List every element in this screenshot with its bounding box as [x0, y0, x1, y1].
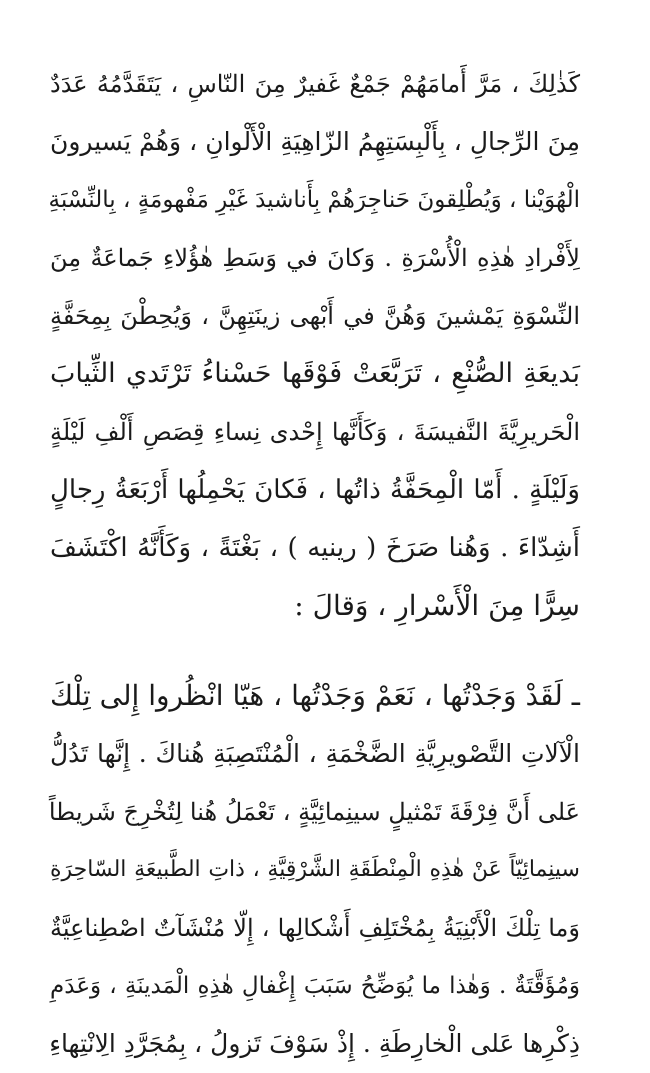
text-line: كَذٰلِكَ ، مَرَّ أَمامَهُمْ جَمْعٌ غَفيرٌ مِنَ النّاسِ ، يَتَقَدَّمُهُ عَدَدٌ	[50, 70, 580, 98]
text-line: وَلَيْلَةٍ . أَمّا الْمِحَفَّةُ ذاتُها ، فَكانَ يَحْمِلُها أَرْبَعَةُ رِجالٍ	[50, 475, 580, 505]
text-line: سِرًّا مِنَ الْأَسْرارِ ، وَقالَ :	[294, 589, 580, 622]
paragraph-spacer	[50, 635, 580, 667]
paragraph-1	[50, 55, 580, 635]
text-line: مِنَ الرِّجالِ ، بِأَلْبِسَتِهِمُ الزّاهِيَةِ الْأَلْوانِ ، وَهُمْ يَسيرونَ	[50, 127, 580, 156]
text-line: النِّسْوَةِ يَمْشينَ وَهُنَّ في أَبْهى زينَتِهِنَّ ، وَيُحِطْنَ بِمِحَفَّةٍ	[50, 302, 580, 330]
text-line: ـ لَقَدْ وَجَدْتُها ، نَعَمْ وَجَدْتُها ، هَيّا انْظُروا إِلى تِلْكَ	[50, 679, 580, 712]
text-line: لِأَفْرادِ هٰذِهِ الْأُسْرَةِ . وَكانَ في وَسَطِ هٰؤُلاءِ جَماعَةٌ مِنَ	[50, 244, 580, 272]
text-line: الْهُوَيْنا ، وَيُطْلِقونَ حَناجِرَهُمْ بِأَناشيدَ غَيْرِ مَفْهومَةٍ ، بِالنِّسْبَةِ	[48, 187, 580, 213]
text-line: عَلى أَنَّ فِرْقَةَ تَمْثيلٍ سينِمائِيَّةٍ ، تَعْمَلُ هُنا لِتُخْرِجَ شَريطاً	[48, 798, 580, 826]
text-line: أَشِدّاءَ . وَهُنا صَرَخَ ( رينيه ) ، بَغْتَةً ، وَكَأَنَّهُ اكْتَشَفَ	[50, 533, 580, 563]
text-line: الْآلاتِ التَّصْويرِيَّةِ الضَّخْمَةِ ، الْمُنْتَصِبَةِ هُناكَ . إِنَّها تَدُلُّ	[50, 739, 580, 768]
text-line: وَما تِلْكَ الْأَبْنِيَةُ بِمُخْتَلِفِ أَشْكالِها ، إِلّا مُنْشَآتٌ اصْطِناعِيَّةٌ	[50, 914, 580, 942]
text-line: وَمُؤَقَّتَةٌ . وَهٰذا ما يُوَضِّحُ سَبَبَ إِغْفالِ هٰذِهِ الْمَدينَةِ ، وَعَدَمِ	[50, 973, 580, 999]
text-line: سينِمائِيّاً عَنْ هٰذِهِ الْمِنْطَقَةِ الشَّرْقِيَّةِ ، ذاتِ الطَّبيعَةِ السّاحِرَةِ	[50, 857, 580, 882]
paragraph-2	[50, 667, 580, 1073]
text-line: الْحَريرِيَّةَ النَّفيسَةَ ، وَكَأَنَّها إِحْدى نِساءِ قِصَصِ أَلْفِ لَيْلَةٍ	[50, 418, 580, 446]
text-line: بَديعَةِ الصُّنْعِ ، تَرَبَّعَتْ فَوْقَها حَسْناءُ تَرْتَدي الثِّيابَ	[50, 358, 580, 389]
text-line: ذِكْرِها عَلى الْخارِطَةِ . إِذْ سَوْفَ تَزولُ ، بِمُجَرَّدِ الِانْتِهاءِ	[49, 1029, 580, 1058]
